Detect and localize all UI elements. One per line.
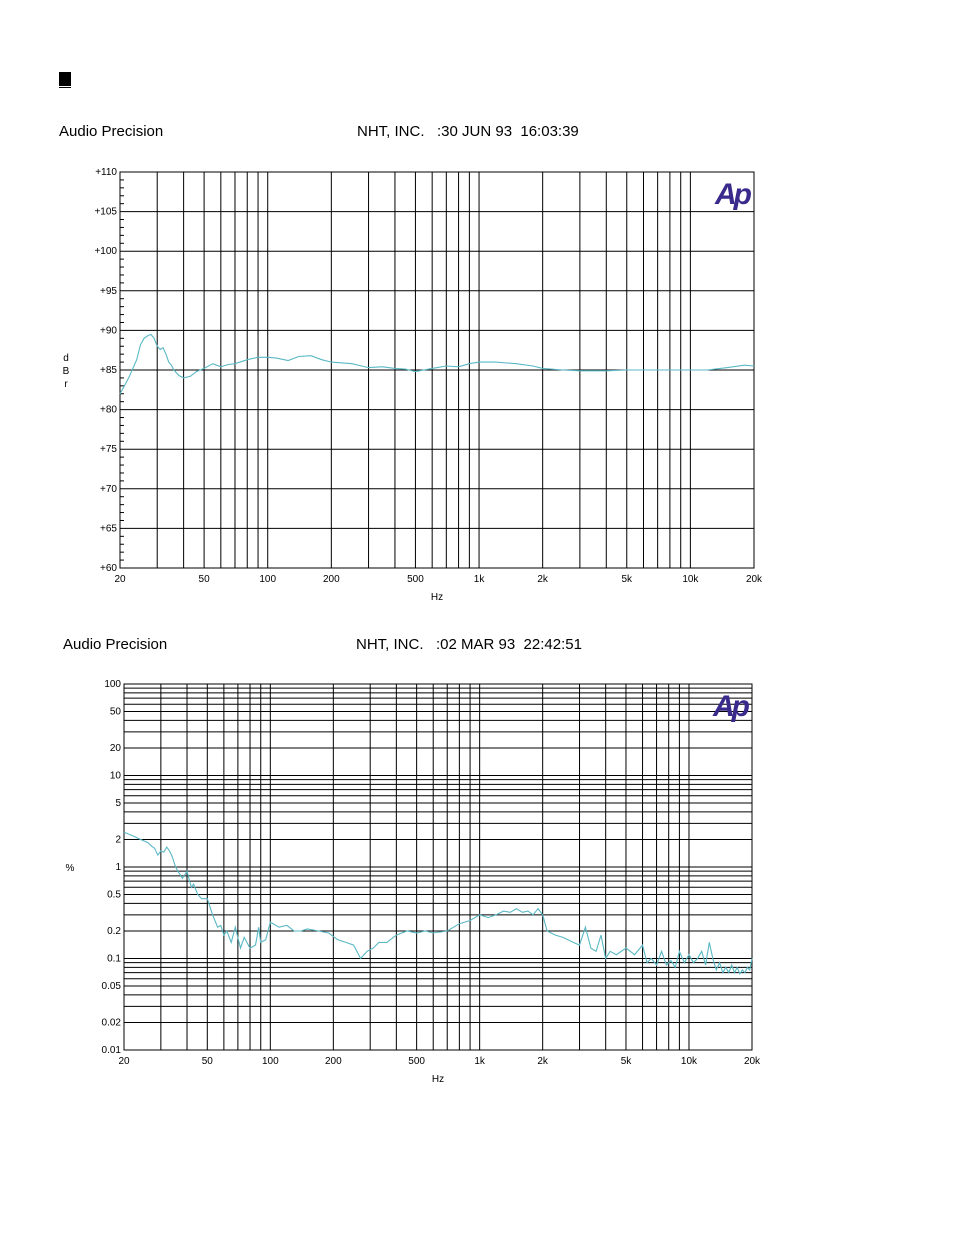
- chart2-x-tick-label: 20: [118, 1056, 130, 1067]
- chart1-y-tick-label: +70: [100, 483, 117, 495]
- chart2-x-tick-label: 100: [261, 1056, 279, 1067]
- chart2-x-axis-label: Hz: [431, 1074, 445, 1085]
- chart1-y-tick-label: +90: [100, 325, 117, 337]
- chart2-x-tick-label: 500: [408, 1056, 425, 1067]
- chart2-y-tick-label: 100: [104, 679, 121, 690]
- chart1-y-tick-label: +105: [94, 206, 117, 218]
- chart2-x-tick-label: 1k: [474, 1056, 485, 1067]
- chart2-y-tick-label: 5: [115, 798, 121, 810]
- chart1-x-axis-label: Hz: [430, 592, 444, 603]
- chart2-y-tick-label: 0.5: [107, 889, 121, 901]
- chart2-y-tick-label: 0.02: [101, 1017, 121, 1029]
- chart1-y-tick-label: +85: [100, 365, 117, 376]
- chart1-x-tick-label: 100: [259, 574, 277, 585]
- chart2-header: NHT, INC. :02 MAR 93 22:42:51: [356, 636, 582, 653]
- chart1-y-tick-label: +65: [100, 523, 117, 535]
- chart2-x-tick-label: 2k: [537, 1056, 548, 1067]
- chart2-y-tick-label: 0.2: [107, 925, 121, 937]
- chart2-y-tick-label: 20: [109, 742, 121, 754]
- chart1-y-axis-label: d: [63, 353, 69, 364]
- chart1-y-tick-label: +110: [95, 167, 117, 178]
- chart1-y-tick-label: +60: [100, 563, 117, 574]
- chart1-x-tick-label: 20k: [745, 574, 763, 585]
- chart1-x-tick-label: 2k: [537, 574, 548, 585]
- chart2-x-tick-label: 200: [324, 1056, 342, 1067]
- chart1-x-tick-label: 5k: [621, 574, 633, 585]
- chart1-header: NHT, INC. :30 JUN 93 16:03:39: [357, 123, 579, 140]
- chart2-ap-logo: Ap: [713, 690, 747, 723]
- chart1-y-tick-label: +80: [100, 404, 117, 416]
- chart1-x-tick-label: 20: [114, 574, 126, 585]
- chart2-y-tick-label: 0.01: [101, 1045, 121, 1056]
- chart2-y-axis-label: %: [65, 863, 75, 874]
- chart2-x-tick-label: 20k: [743, 1056, 761, 1067]
- chart1-ap-logo: Ap: [715, 178, 749, 211]
- chart1-y-axis-label: B: [62, 366, 70, 377]
- chart2-x-tick-label: 50: [201, 1056, 213, 1067]
- chart1-y-tick-label: +100: [94, 246, 117, 258]
- chart2-y-tick-label: 0.05: [101, 981, 121, 993]
- chart2-y-tick-label: 2: [115, 834, 121, 846]
- chart1-x-tick-label: 500: [407, 574, 424, 585]
- chart2-y-tick-label: 1: [115, 862, 121, 873]
- chart2-x-tick-label: 5k: [620, 1056, 632, 1067]
- chart2-brand: Audio Precision: [63, 636, 168, 653]
- chart1-series-line: [120, 334, 754, 393]
- chart1-x-tick-label: 200: [322, 574, 340, 585]
- chart1-brand: Audio Precision: [59, 123, 164, 140]
- chart1-y-tick-label: +75: [100, 444, 117, 456]
- chart2-distortion-plot: [0, 620, 954, 1240]
- chart2-y-tick-label: 0.1: [107, 953, 121, 965]
- chart1-x-tick-label: 1k: [473, 574, 485, 585]
- chart2-y-tick-label: 10: [109, 770, 121, 782]
- chart1-x-tick-label: 10k: [682, 574, 699, 585]
- chart1-x-tick-label: 50: [198, 574, 210, 585]
- chart2-x-tick-label: 10k: [680, 1056, 698, 1067]
- chart1-y-axis-label: r: [64, 379, 68, 390]
- chart1-y-tick-label: +95: [100, 285, 117, 297]
- chart2-y-tick-label: 50: [109, 706, 121, 718]
